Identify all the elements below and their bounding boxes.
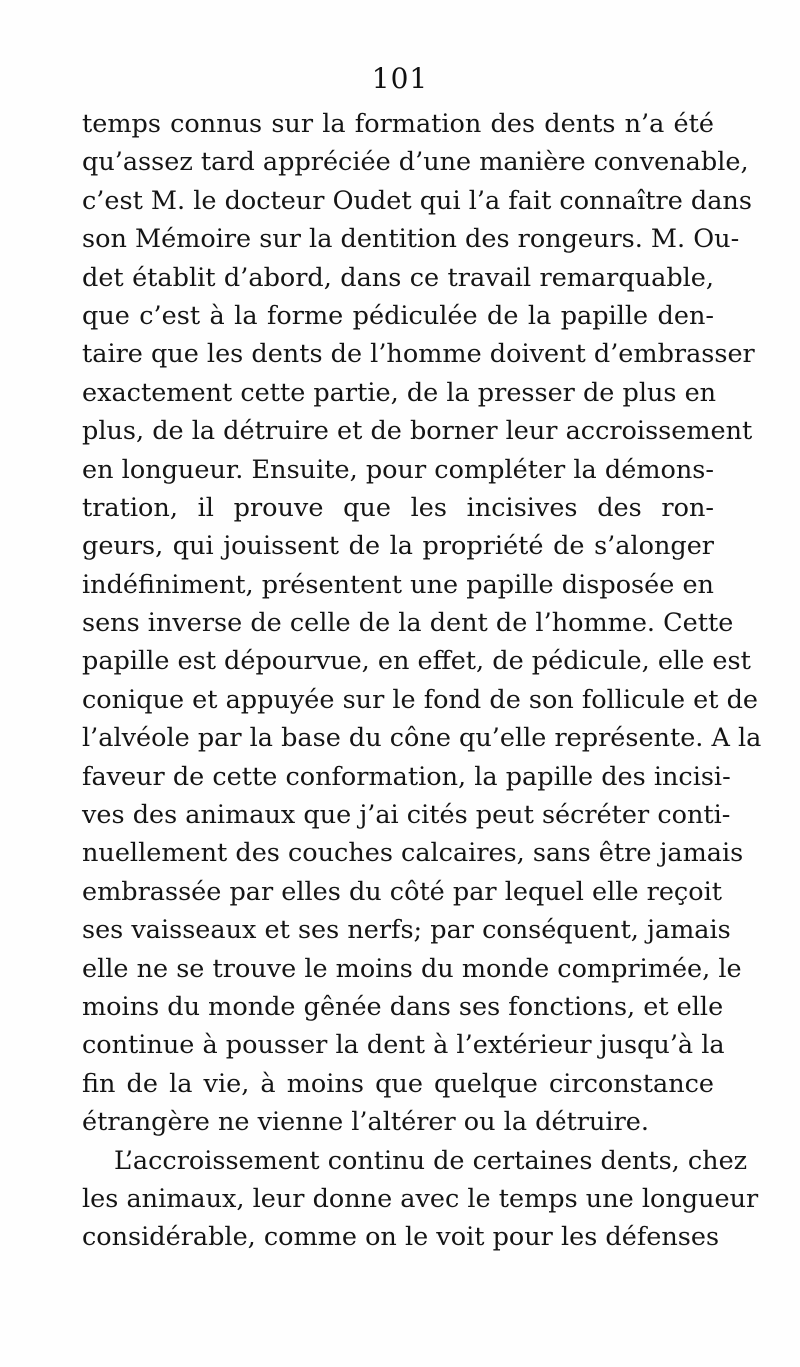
text-line: son Mémoire sur la dentition des rongeurs. M. Ou- xyxy=(82,224,740,255)
text-line: sens inverse de celle de la dent de l’homme. Cette xyxy=(82,608,734,639)
body-text xyxy=(82,105,762,1257)
text-line: faveur de cette conformation, la papille des incisi- xyxy=(82,761,731,792)
text-line: nuellement des couches calcaires, sans être jamais xyxy=(82,838,744,869)
text-line: c’est M. le docteur Oudet qui l’a fait connaître dans xyxy=(82,185,752,216)
text-line: taire que les dents de l’homme doivent d’embrasser xyxy=(82,339,755,370)
text-line: que c’est à la forme pédiculée de la papille den- xyxy=(82,300,714,331)
text-line: en longueur. Ensuite, pour compléter la démons- xyxy=(82,454,714,485)
text-line: étrangère ne vienne l’altérer ou la détruire. xyxy=(82,1107,649,1138)
text-line: geurs, qui jouissent de la propriété de s’alonger xyxy=(82,531,714,562)
text-line: L’accroissement continu de certaines dents, chez xyxy=(114,1145,748,1176)
text-line: continue à pousser la dent à l’extérieur jusqu’à la xyxy=(82,1030,725,1061)
text-line: moins du monde gênée dans ses fonctions, et elle xyxy=(82,991,724,1022)
page-number: 101 xyxy=(371,62,429,95)
text-line: embrassée par elles du côté par lequel elle reçoit xyxy=(82,876,722,907)
text-line: exactement cette partie, de la presser de plus en xyxy=(82,377,717,408)
text-line: ses vaisseaux et ses nerfs; par conséquent, jamais xyxy=(82,915,731,946)
text-line: indéfiniment, présentent une papille disposée en xyxy=(82,569,714,600)
text-line: plus, de la détruire et de borner leur accroissement xyxy=(82,416,753,447)
text-line: conique et appuyée sur le fond de son follicule et de xyxy=(82,684,759,715)
text-line: papille est dépourvue, en effet, de pédicule, elle est xyxy=(82,646,751,677)
text-line: temps connus sur la formation des dents n’a été xyxy=(82,109,714,139)
text-line: elle ne se trouve le moins du monde comprimée, le xyxy=(82,953,742,984)
text-line: les animaux, leur donne avec le temps une longueur xyxy=(82,1183,759,1214)
text-line: fin de la vie, à moins que quelque circonstance xyxy=(82,1068,714,1099)
text-line: det établit d’abord, dans ce travail remarquable, xyxy=(82,262,714,293)
text-line: qu’assez tard appréciée d’une manière convenable, xyxy=(82,147,749,178)
text-line: considérable, comme on le voit pour les défenses xyxy=(82,1222,720,1253)
text-line: l’alvéole par la base du cône qu’elle représente. A la xyxy=(82,723,762,754)
text-line: ves des animaux que j’ai cités peut sécréter conti- xyxy=(82,800,731,831)
text-line: tration, il prouve que les incisives des ron- xyxy=(82,492,714,523)
